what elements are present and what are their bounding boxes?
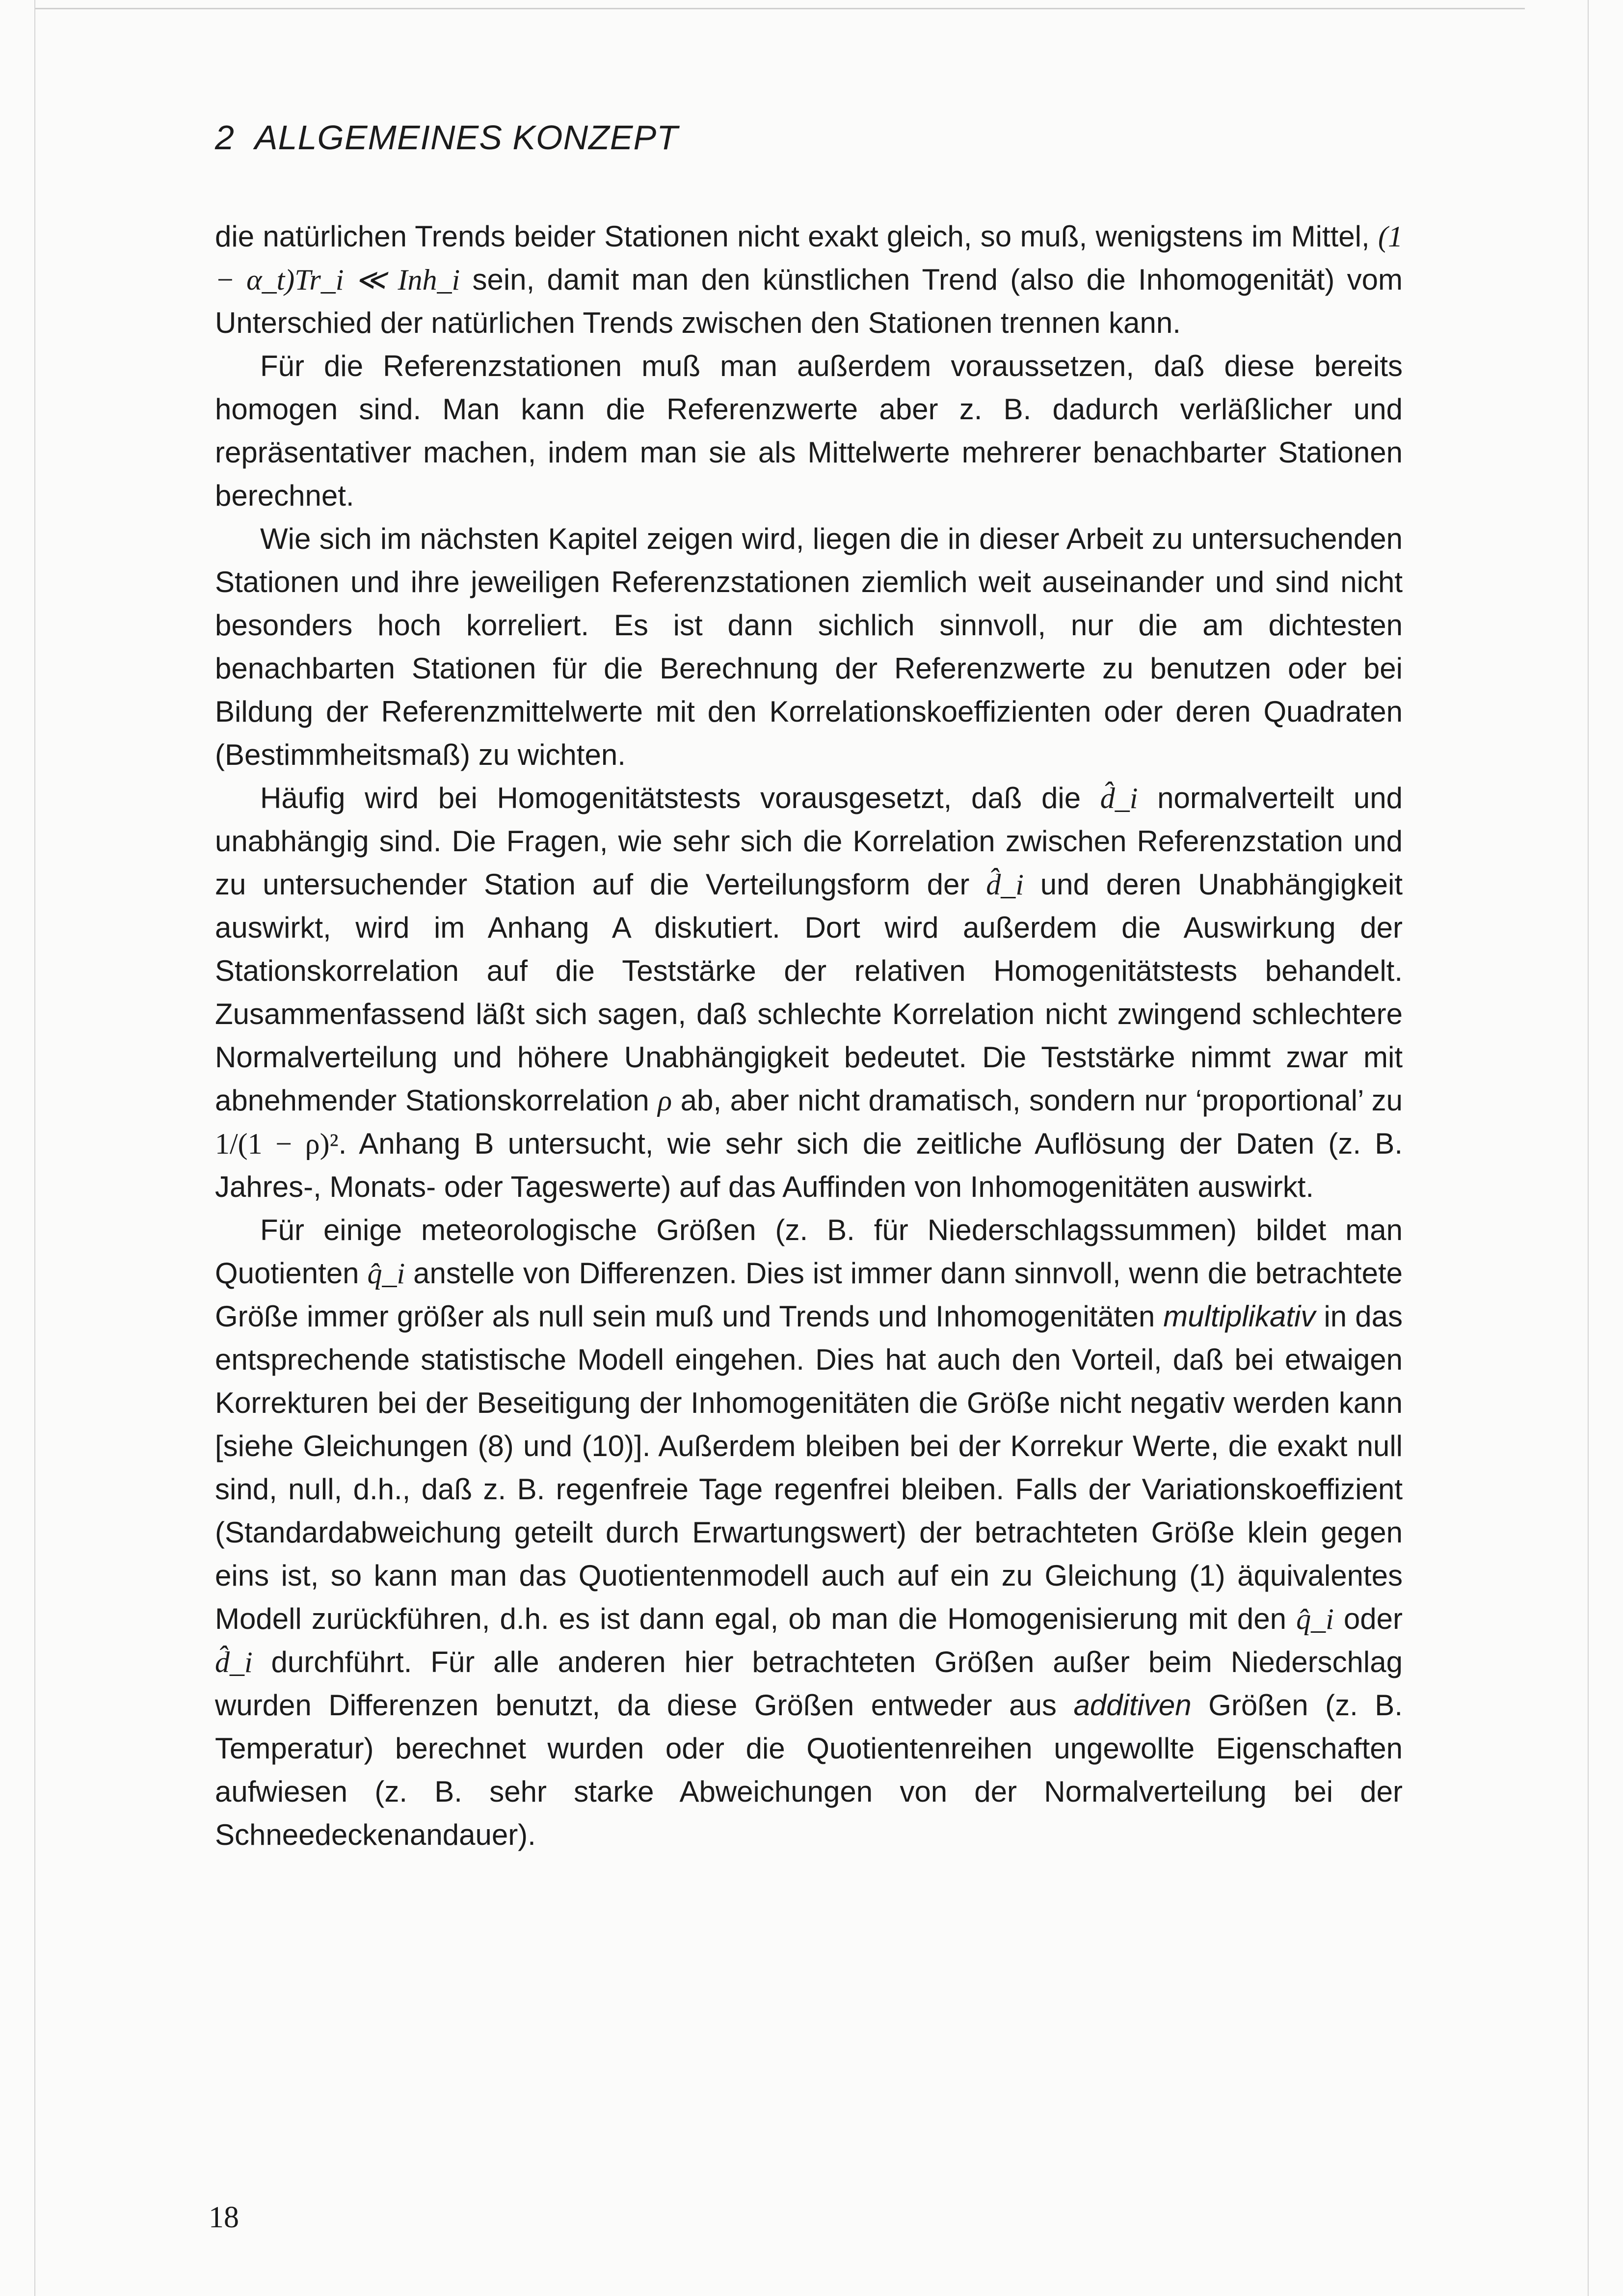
symbol-d-hat: d̂_i (1100, 782, 1138, 814)
paragraph-1: die natürlichen Trends beider Stationen nicht exakt gleich, so muß, wenigstens im Mittel, (1 − α_t)Tr_i ≪ Inh_i sein, damit man den künstlichen Trend (also die Inhomogenität) vom Unterschied der natürlichen Trends zwischen den Stationen trennen kann. (215, 220, 1403, 339)
scan-right-edge (1588, 0, 1589, 2296)
formula-trend-inequality: (1 − α_t)Tr_i ≪ Inh_i (215, 220, 1403, 296)
formula-rho-proportional: 1/(1 − ρ)² (215, 1128, 339, 1160)
chapter-number: 2 (215, 118, 235, 157)
paragraph-3: Wie sich im nächsten Kapitel zeigen wird, liegen die in dieser Arbeit zu untersuchenden Stationen und ihre jeweiligen Referenzstationen ziemlich weit auseinander und sind nicht besonders hoch korreliert. Es ist dann sichlich sinnvoll, nur die am dichtesten benachbarten Stationen für die Berechnung der Referenzwerte zu benutzen oder bei Bildung der Referenzmittelwerte mit den Korrelationskoeffizienten oder deren Quadraten (Bestimmheitsmaß) zu wichten. (215, 522, 1403, 771)
scan-top-edge (34, 8, 1525, 9)
paragraph-2: Für die Referenzstationen muß man außerdem voraussetzen, daß diese bereits homogen sind. Man kann die Referenzwerte aber z. B. dadurch verläßlicher und repräsentativer machen, indem man sie als Mittelwerte mehrerer benachbarter Stationen berechnet. (215, 350, 1403, 512)
scan-left-edge (34, 0, 35, 2296)
paragraph-4: Häufig wird bei Homogenitätstests vorausgesetzt, daß die d̂_i normalverteilt und unabhängig sind. Die Fragen, wie sehr sich die Korrelation zwischen Referenzstation und zu untersuchender Station auf die Verteilungsform der d̂_i und deren Unabhängigkeit auswirkt, wird im Anhang A diskutiert. Dort wird außerdem die Auswirkung der Stationskorrelation auf die Teststärke der relativen Homogenitätstests behandelt. Zusammenfassend läßt sich sagen, daß schlechte Korrelation nicht zwingend schlechtere Normalverteilung und höhere Unabhängigkeit bedeutet. Die Teststärke nimmt zwar mit abnehmender Stationskorrelation ρ ab, aber nicht dramatisch, sondern nur ‘proportional’ zu 1/(1 − ρ)². Anhang B untersucht, wie sehr sich die zeitliche Auflösung der Daten (z. B. Jahres-, Monats- oder Tageswerte) auf das Auffinden von Inhomogenitäten auswirkt. (215, 782, 1403, 1203)
paragraph-5: Für einige meteorologische Größen (z. B. für Niederschlagssummen) bildet man Quotienten q̂_i anstelle von Differenzen. Dies ist immer dann sinnvoll, wenn die betrachtete Größe immer größer als null sein muß und Trends und Inhomogenitäten multiplikativ in das entsprechende statistische Modell eingehen. Dies hat auch den Vorteil, daß bei etwaigen Korrekturen bei der Beseitigung der Inhomogenitäten die Größe nicht negativ werden kann [siehe Gleichungen (8) und (10)]. Außerdem bleiben bei der Korrekur Werte, die exakt null sind, null, d.h., daß z. B. regenfreie Tage regenfrei bleiben. Falls der Variationskoeffizient (Standardabweichung geteilt durch Erwartungswert) der betrachteten Größe klein gegen eins ist, so kann man das Quotientenmodell auch auf ein zu Gleichung (1) äquivalentes Modell zurückführen, d.h. es ist dann egal, ob man die Homogenisierung mit den q̂_i oder d̂_i durchführt. Für alle anderen hier betrachteten Größen außer beim Niederschlag wurden Differenzen benutzt, da diese Größen entweder aus additiven Größen (z. B. Temperatur) berechnet wurden oder die Quotientenreihen ungewollte Eigenschaften aufwiesen (z. B. sehr starke Abweichungen von der Normalverteilung bei der Schneedeckenandauer). (215, 1214, 1403, 1851)
symbol-q-hat: q̂_i (367, 1257, 405, 1290)
page-number: 18 (209, 2201, 239, 2234)
body-text (215, 215, 1403, 1857)
symbol-rho: ρ (658, 1084, 672, 1117)
running-header (215, 118, 678, 157)
emphasis-additiven: additiven (1073, 1689, 1192, 1722)
symbol-d-hat: d̂_i (986, 868, 1024, 901)
chapter-title: ALLGEMEINES KONZEPT (254, 118, 678, 157)
symbol-q-hat: q̂_i (1296, 1603, 1334, 1635)
symbol-d-hat: d̂_i (215, 1646, 253, 1678)
emphasis-multiplikativ: multiplikativ (1163, 1300, 1316, 1333)
